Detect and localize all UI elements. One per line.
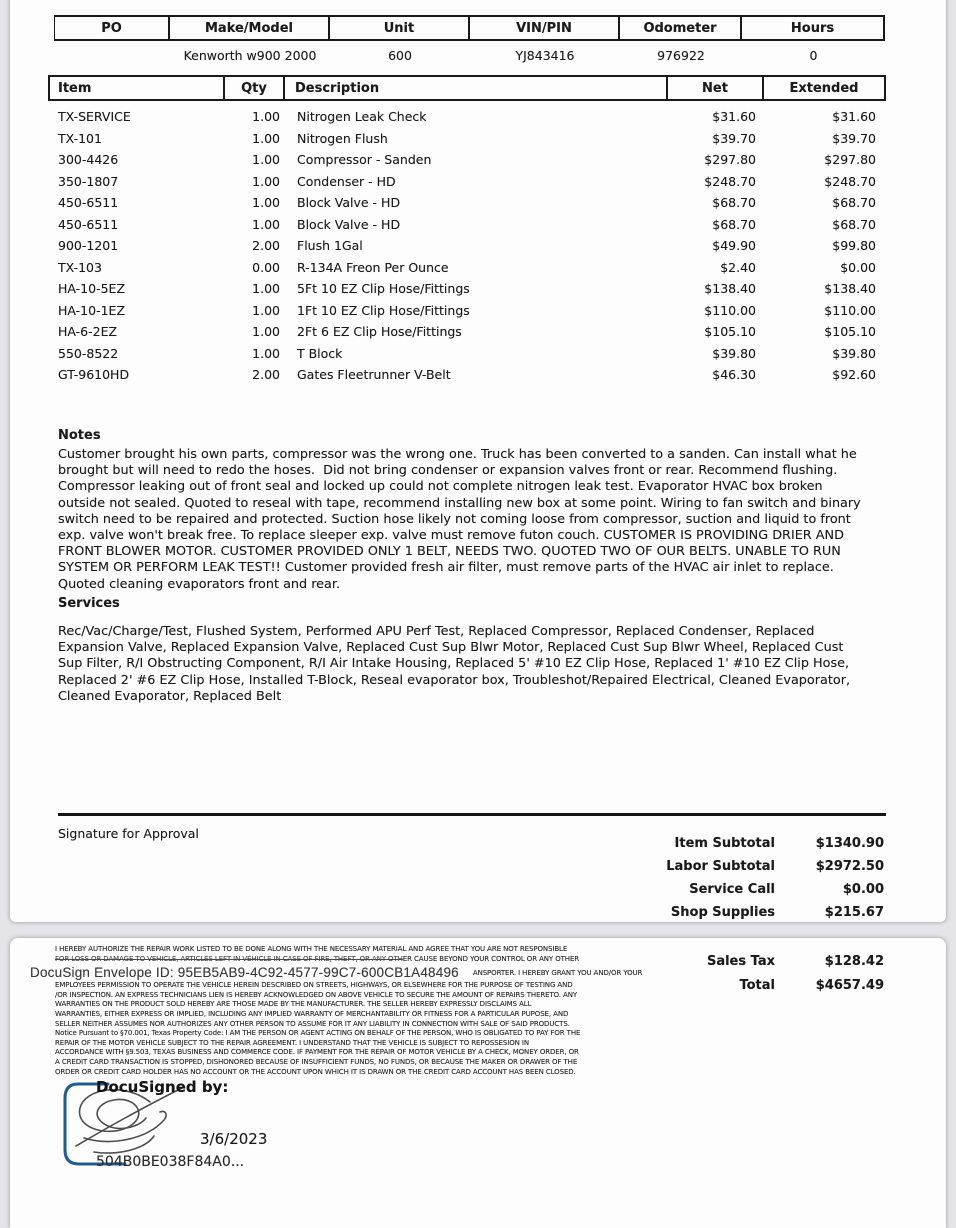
totals-label: Shop Supplies (670, 905, 775, 920)
item-extended-cell: $39.70 (832, 130, 876, 146)
item-description-cell: Compressor - Sanden (297, 152, 432, 168)
item-description-cell: Block Valve - HD (297, 195, 401, 211)
totals-label: Service Call (689, 882, 775, 897)
items-header-row (48, 75, 886, 101)
items-header-extended: Extended (763, 75, 886, 101)
docusign-envelope-id: DocuSign Envelope ID: 95EB5AB9-4C92-4577-99C7-600CB1A48496 (30, 965, 459, 981)
totals-value: $0.00 (842, 882, 884, 897)
item-net-cell: $105.10 (704, 324, 756, 340)
totals-value: $128.42 (824, 953, 884, 969)
item-net-cell: $31.60 (712, 109, 756, 125)
item-qty-cell: 1.00 (252, 130, 280, 146)
item-row (48, 149, 886, 171)
item-row (48, 343, 886, 365)
fine-print-line: Notice Pursuant to §70.001, Texas Property Code: I AM THE PERSON OR AGENT ACTING ON BEHALF OF THE PERSON, WHO IS OBLIGATED TO PAY FOR THE (55, 1029, 581, 1038)
item-code-cell: TX-SERVICE (58, 109, 131, 125)
items-header-item: Item (48, 75, 225, 101)
totals-row (600, 855, 884, 878)
signature-divider-line (58, 813, 886, 816)
invoice-page-2 (10, 938, 946, 1228)
item-net-cell: $39.70 (712, 130, 756, 146)
item-row (48, 364, 886, 386)
services-body: Rec/Vac/Charge/Test, Flushed System, Performed APU Perf Test, Replaced Compressor, Replaced Condenser, Replaced Expansion Valve, Replaced Expansion Valve, Replaced Cust Sup Blwr Motor, Replaced Cust Sup Blwr Wheel, Replaced Cust Sup Filter, R/I Obstructing Component, R/I Air Intake Housing, Replaced 5' #10 EZ Clip Hose, Replaced 1' #10 EZ Clip Hose, Replaced 2' #6 EZ Clip Hose, Installed T-Block, Reseal evaporator box, Troubleshot/Repaired Electrical, Cleaned Evaporator, Cleaned Evaporator, Replaced Belt (58, 624, 855, 704)
item-description-cell: Flush 1Gal (297, 238, 363, 254)
item-description-cell: Block Valve - HD (297, 216, 401, 232)
items-header-net: Net (667, 75, 764, 101)
invoice-page-1 (10, 0, 946, 922)
fine-print-line: ACCORDANCE WITH §9.503, TEXAS BUSINESS AND COMMERCE CODE. IF PAYMENT FOR THE REPAIR OF MOTOR VEHICLE BY A CHECK, MONEY ORDER, OR (55, 1048, 579, 1057)
item-code-cell: 350-1807 (58, 173, 119, 189)
item-extended-cell: $248.70 (824, 173, 876, 189)
item-description-cell: 5Ft 10 EZ Clip Hose/Fittings (297, 281, 470, 297)
item-qty-cell: 1.00 (252, 216, 280, 232)
vehicle-header-cell: PO (54, 15, 170, 41)
item-row (48, 278, 886, 300)
vehicle-table-data-row (55, 41, 885, 63)
totals-value: $2972.50 (815, 859, 884, 874)
totals-value: $1340.90 (815, 836, 884, 851)
item-extended-cell: $68.70 (832, 216, 876, 232)
item-extended-cell: $99.80 (832, 238, 876, 254)
totals-label: Item Subtotal (674, 836, 775, 851)
vehicle-header-cell: Hours (741, 15, 885, 41)
line-items-table (48, 75, 886, 386)
item-row (48, 192, 886, 214)
fine-print-line: ORDER OR CREDIT CARD HOLDER HAS NO ACCOUNT OR THE ACCOUNT UPON WHICH IT IS DRAWN OR THE CREDIT CARD ACCOUNT HAS BEEN CLOSED. (55, 1067, 576, 1076)
fine-print-line: I HEREBY AUTHORIZE THE REPAIR WORK LISTED TO BE DONE ALONG WITH THE NECESSARY MATERIAL AND AGREE THAT YOU ARE NOT RESPONSIBLE (55, 945, 568, 953)
totals-label: Sales Tax (706, 953, 775, 969)
item-description-cell: Gates Fleetrunner V-Belt (297, 367, 451, 383)
item-qty-cell: 1.00 (252, 152, 280, 168)
item-qty-cell: 1.00 (252, 302, 280, 318)
item-row (48, 300, 886, 322)
vin-pin-value: YJ843416 (515, 48, 575, 63)
item-code-cell: TX-101 (58, 130, 102, 146)
item-code-cell: HA-10-1EZ (58, 302, 126, 318)
docusign-signature-id: 504B0BE038F84A0... (96, 1154, 245, 1170)
items-header-qty: Qty (224, 75, 285, 101)
vehicle-info-table (55, 15, 885, 63)
item-row (48, 106, 886, 128)
docusigned-by-label: DocuSigned by: (96, 1078, 229, 1096)
fine-print-line-obscured: FOR LOSS OR DAMAGE TO VEHICLE, ARTICLES LEFT IN VEHICLE IN CASE OF FIRE, THEFT, OR ANY OTHER CAUSE BEYOND YOUR CONTROL OR ANY OTHER (55, 954, 580, 963)
fine-print-line: EMPLOYEES PERMISSION TO OPERATE THE VEHICLE HEREIN DESCRIBED ON STREETS, HIGHWAYS, OR ELSEWHERE FOR THE PURPOSE OF TESTING AND (55, 981, 573, 990)
item-extended-cell: $297.80 (824, 152, 876, 168)
item-net-cell: $248.70 (704, 173, 756, 189)
fine-print-line: WARRANTIES, EITHER EXPRESS OR IMPLIED, INCLUDING ANY IMPLIED WARRANTY OF MERCHANTABILITY OR FITNESS FOR A PARTICULAR PUPOSE, AND (55, 1009, 569, 1018)
item-net-cell: $110.00 (704, 302, 756, 318)
items-rows (48, 106, 886, 386)
item-qty-cell: 2.00 (252, 238, 280, 254)
totals-row (600, 973, 884, 997)
item-qty-cell: 1.00 (252, 109, 280, 125)
totals-row (600, 832, 884, 855)
totals-value: $215.67 (824, 905, 884, 920)
docusign-stamp-row (30, 964, 680, 981)
item-qty-cell: 1.00 (252, 195, 280, 211)
item-extended-cell: $0.00 (840, 259, 876, 275)
fine-print-line: WARRANTIES ON THE PRODUCT SOLD HEREBY ARE THOSE MADE BY THE MANUFACTURER. THE SELLER HEREBY EXPRESSLY DISCLAIMS ALL (55, 1000, 532, 1009)
hours-value: 0 (809, 48, 818, 63)
vehicle-header-cell: Odometer (619, 15, 742, 41)
signature-date: 3/6/2023 (200, 1130, 268, 1148)
item-qty-cell: 1.00 (252, 345, 280, 361)
item-description-cell: 1Ft 10 EZ Clip Hose/Fittings (297, 302, 470, 318)
item-description-cell: Nitrogen Leak Check (297, 109, 427, 125)
item-code-cell: 450-6511 (58, 195, 119, 211)
item-code-cell: HA-6-2EZ (58, 324, 118, 340)
item-net-cell: $49.90 (712, 238, 756, 254)
items-header-description: Description (284, 75, 668, 101)
item-extended-cell: $105.10 (824, 324, 876, 340)
totals-row (600, 901, 884, 924)
fine-print-line: A CREDIT CARD TRANSACTION IS STOPPED, DISHONORED BECAUSE OF INSUFFICIENT FUNDS, NO FUNDS, OR BECAUSE THE MAKER OR DRAWER OF THE (55, 1057, 578, 1066)
item-row (48, 128, 886, 150)
make-model-value: Kenworth w900 2000 (183, 48, 317, 63)
item-code-cell: 900-1201 (58, 238, 119, 254)
vehicle-header-cell: VIN/PIN (469, 15, 620, 41)
item-row (48, 257, 886, 279)
item-code-cell: 450-6511 (58, 216, 119, 232)
item-net-cell: $39.80 (712, 345, 756, 361)
item-extended-cell: $138.40 (824, 281, 876, 297)
item-description-cell: 2Ft 6 EZ Clip Hose/Fittings (297, 324, 462, 340)
vehicle-header-cell: Unit (329, 15, 470, 41)
item-description-cell: R-134A Freon Per Ounce (297, 259, 449, 275)
item-code-cell: GT-9610HD (58, 367, 130, 383)
item-qty-cell: 1.00 (252, 281, 280, 297)
notes-body: Customer brought his own parts, compressor was the wrong one. Truck has been converted to a sanden. Can install what he brought but will need to redo the hoses. Did not bring condenser or expansion valves front or rear. Recommend flushing. Compressor leaking out of front seal and locked up could not complete nitrogen leak test. Evaporator HVAC box broken outside not sealed. Quoted to reseal with tape, recommend installing new box at some point. Wiring to fan switch and binary switch need to be repaired and protected. Suction hose likely not coming loose from compressor, suction and liquid to front exp. valve won't break free. To replace sleeper exp. valve must remove futon couch. CUSTOMER IS PROVIDING DRIER AND FRONT BLOWER MOTOR. CUSTOMER PROVIDED ONLY 1 BELT, NEEDS TWO. QUOTED TWO OF OUR BELTS. UNABLE TO RUN SYSTEM OR PERFORM LEAK TEST!! Customer provided fresh air filter, must remove parts of the HVAC air inlet to replace. Quoted cleaning evaporators front and rear. (58, 447, 865, 592)
fine-print-line: REPAIR OF THE MOTOR VEHICLE SUBJECT TO THE REPAIR AGREEMENT. I UNDERSTAND THAT THE VEHICLE IS SUBJECT TO REPOSSESION IN (55, 1038, 529, 1047)
vehicle-table-header-row (55, 15, 885, 41)
totals-label: Total (739, 977, 775, 993)
item-description-cell: T Block (297, 345, 343, 361)
item-net-cell: $68.70 (712, 216, 756, 232)
item-code-cell: 300-4426 (58, 152, 119, 168)
item-net-cell: $68.70 (712, 195, 756, 211)
item-extended-cell: $31.60 (832, 109, 876, 125)
totals-label: Labor Subtotal (666, 859, 775, 874)
item-extended-cell: $92.60 (832, 367, 876, 383)
item-code-cell: 550-8522 (58, 345, 119, 361)
item-description-cell: Condenser - HD (297, 173, 396, 189)
item-code-cell: TX-103 (58, 259, 102, 275)
fine-print-line: SELLER NEITHER ASSUMES NOR AUTHORIZES ANY OTHER PERSON TO ASSUME FOR IT ANY LIABILITY IN CONNECTION WITH SALE OF SAID PRODUCTS. (55, 1019, 570, 1028)
po-value (55, 41, 170, 63)
fine-print-lines (30, 981, 680, 1077)
handwritten-signature-scribble (76, 1088, 182, 1153)
totals-row (600, 878, 884, 901)
item-net-cell: $46.30 (712, 367, 756, 383)
signature-for-approval-label: Signature for Approval (58, 826, 199, 841)
services-heading: Services (58, 596, 120, 611)
item-description-cell: Nitrogen Flush (297, 130, 388, 146)
item-extended-cell: $68.70 (832, 195, 876, 211)
item-qty-cell: 2.00 (252, 367, 280, 383)
item-row (48, 214, 886, 236)
item-row (48, 321, 886, 343)
item-row (48, 171, 886, 193)
vehicle-header-cell: Make/Model (169, 15, 330, 41)
item-qty-cell: 0.00 (252, 259, 280, 275)
item-extended-cell: $39.80 (832, 345, 876, 361)
item-extended-cell: $110.00 (824, 302, 876, 318)
totals-value: $4657.49 (815, 977, 884, 993)
item-code-cell: HA-10-5EZ (58, 281, 126, 297)
item-qty-cell: 1.00 (252, 173, 280, 189)
fine-print-fragment: ANSPORTER. I HEREBY GRANT YOU AND/OR YOUR (472, 968, 643, 977)
item-net-cell: $2.40 (720, 259, 756, 275)
item-net-cell: $297.80 (704, 152, 756, 168)
terms-fine-print (30, 945, 680, 1077)
item-row (48, 235, 886, 257)
odometer-value: 976922 (657, 48, 705, 63)
totals-row (600, 949, 884, 973)
totals-block-page1 (600, 832, 884, 924)
notes-heading: Notes (58, 428, 101, 443)
item-qty-cell: 1.00 (252, 324, 280, 340)
fine-print-line: /OR INSPECTION. AN EXPRESS TECHNICIANS LIEN IS HEREBY ACKNOWLEDGED ON ABOVE VEHICLE TO SECURE THE AMOUNT OF REPAIRS THERETO. ANY (55, 990, 578, 999)
totals-block-page2 (600, 949, 884, 997)
item-net-cell: $138.40 (704, 281, 756, 297)
unit-value: 600 (388, 48, 412, 63)
